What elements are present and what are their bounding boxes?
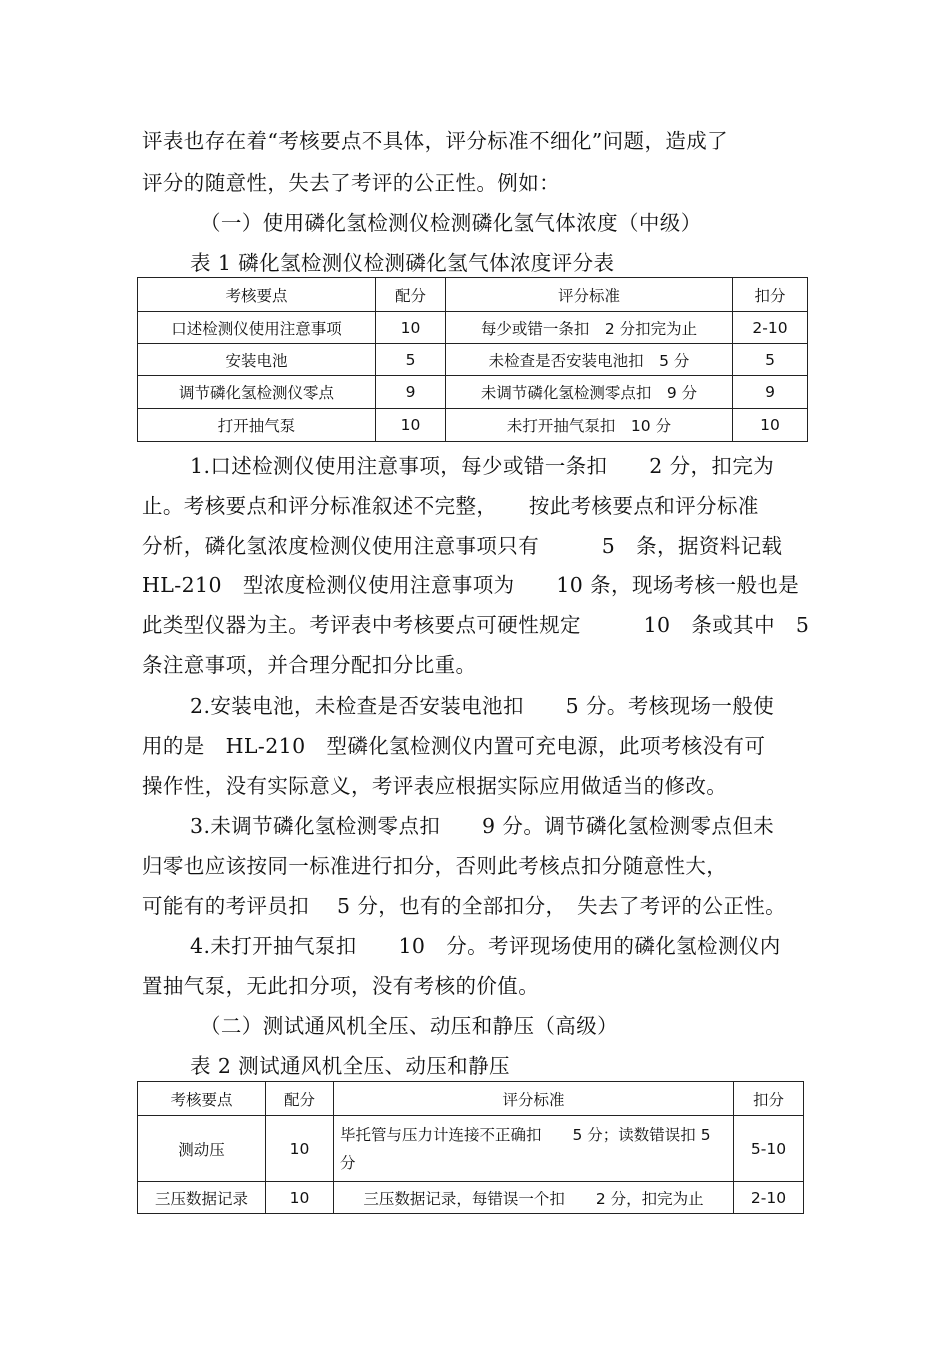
paragraph-line: 操作性，没有实际意义，考评表应根据实际应用做适当的修改。	[142, 774, 728, 798]
table-cell: 5-10	[734, 1116, 804, 1182]
table-cell: 10	[733, 409, 808, 442]
table1-header-cell: 评分标准	[446, 278, 733, 312]
table-row	[138, 1116, 804, 1182]
paragraph-line: 此类型仪器为主。考评表中考核要点可硬性规定 10 条或其中 5	[142, 613, 810, 637]
table-cell: 打开抽气泵	[138, 409, 376, 442]
table2	[137, 1081, 804, 1214]
table-cell: 毕托管与压力计连接不正确扣 5 分；读数错误扣 5 分	[334, 1116, 734, 1182]
paragraph-line: 归零也应该按同一标准进行扣分，否则此考核点扣分随意性大，	[142, 854, 728, 878]
table-cell: 2-10	[734, 1182, 804, 1214]
table2-header-cell: 评分标准	[334, 1082, 734, 1116]
paragraph-line: 3.未调节磷化氢检测零点扣 9 分。调节磷化氢检测零点但未	[190, 814, 775, 838]
table-cell: 测动压	[138, 1116, 266, 1182]
table2-header-row	[138, 1082, 804, 1116]
table-cell: 10	[376, 409, 446, 442]
paragraph-line: 4.未打开抽气泵扣 10 分。考评现场使用的磷化氢检测仪内	[190, 934, 781, 958]
table1	[137, 277, 808, 442]
section-heading-1: （一）使用磷化氢检测仪检测磷化氢气体浓度（中级）	[200, 211, 702, 235]
paragraph-line: 可能有的考评员扣 5 分，也有的全部扣分， 失去了考评的公正性。	[142, 894, 787, 918]
table-cell: 10	[266, 1182, 334, 1214]
table-cell: 调节磷化氢检测仪零点	[138, 376, 376, 409]
table-cell: 9	[376, 376, 446, 409]
text-line: 评分的随意性，失去了考评的公正性。例如：	[142, 171, 560, 195]
table-cell: 未调节磷化氢检测零点扣 9 分	[446, 376, 733, 409]
table-cell: 10	[376, 312, 446, 344]
table-cell: 安装电池	[138, 344, 376, 376]
table-row	[138, 376, 808, 409]
table-row	[138, 312, 808, 344]
table-cell: 口述检测仪使用注意事项	[138, 312, 376, 344]
table2-header-cell: 配分	[266, 1082, 334, 1116]
table-cell: 三压数据记录	[138, 1182, 266, 1214]
table-row	[138, 409, 808, 442]
table2-header-cell: 扣分	[734, 1082, 804, 1116]
table-cell: 5	[376, 344, 446, 376]
table-cell: 三压数据记录，每错误一个扣 2 分，扣完为止	[334, 1182, 734, 1214]
table-cell: 9	[733, 376, 808, 409]
section-heading-2: （二）测试通风机全压、动压和静压（高级）	[200, 1014, 618, 1038]
table-cell: 2-10	[733, 312, 808, 344]
table2-caption: 表 2 测试通风机全压、动压和静压	[190, 1054, 510, 1078]
paragraph-line: 置抽气泵，无此扣分项，没有考核的价值。	[142, 974, 540, 998]
table1-header-row	[138, 278, 808, 312]
paragraph-line: 1.口述检测仪使用注意事项，每少或错一条扣 2 分，扣完为	[190, 454, 775, 478]
paragraph-line: 止。考核要点和评分标准叙述不完整， 按此考核要点和评分标准	[142, 494, 759, 518]
table-row	[138, 344, 808, 376]
table1-caption: 表 1 磷化氢检测仪检测磷化氢气体浓度评分表	[190, 251, 615, 275]
table2-header-cell: 考核要点	[138, 1082, 266, 1116]
table1-header-cell: 配分	[376, 278, 446, 312]
table1-header-cell: 扣分	[733, 278, 808, 312]
table1-header-cell: 考核要点	[138, 278, 376, 312]
table-cell: 10	[266, 1116, 334, 1182]
paragraph-line: 2.安装电池，未检查是否安装电池扣 5 分。考核现场一般使	[190, 694, 775, 718]
table-row	[138, 1182, 804, 1214]
paragraph-line: 条注意事项，并合理分配扣分比重。	[142, 653, 477, 677]
paragraph-line: 分析，磷化氢浓度检测仪使用注意事项只有 5 条，据资料记载	[142, 534, 783, 558]
table-cell: 未检查是否安装电池扣 5 分	[446, 344, 733, 376]
table-cell: 5	[733, 344, 808, 376]
paragraph-line: 用的是 HL-210 型磷化氢检测仪内置可充电源，此项考核没有可	[142, 734, 766, 758]
table-cell: 未打开抽气泵扣 10 分	[446, 409, 733, 442]
table-cell: 每少或错一条扣 2 分扣完为止	[446, 312, 733, 344]
text-line: 评表也存在着“考核要点不具体，评分标准不细化”问题，造成了	[142, 129, 729, 153]
paragraph-line: HL-210 型浓度检测仪使用注意事项为 10 条，现场考核一般也是	[142, 573, 800, 597]
